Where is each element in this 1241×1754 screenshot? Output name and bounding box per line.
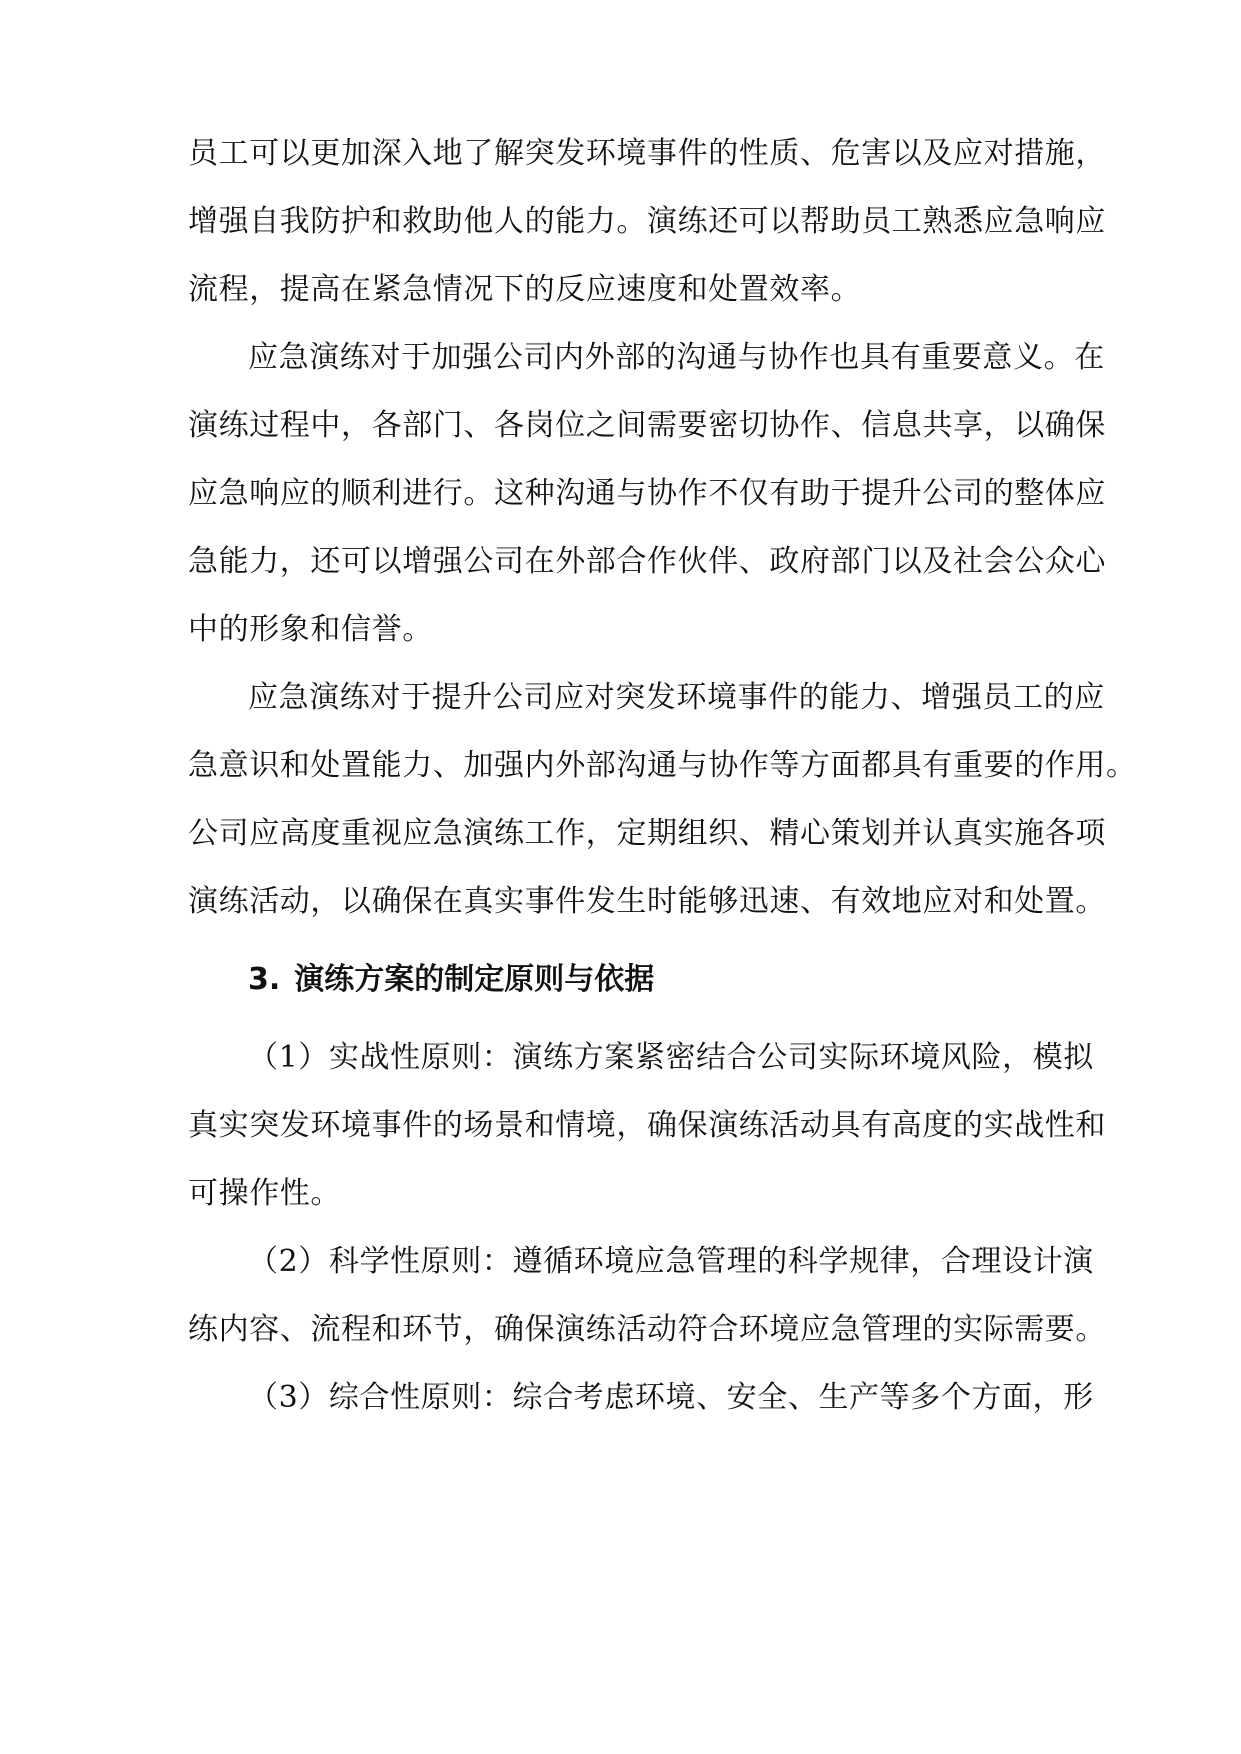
- paragraph-3-line-4: 演练活动，以确保在真实事件发生时能够迅速、有效地应对和处置。: [188, 884, 1106, 919]
- section-title: 演练方案的制定原则与依据: [294, 962, 655, 997]
- section-number: 3.: [248, 962, 281, 997]
- paragraph-2-line-4: 急能力，还可以增强公司在外部合作伙伴、政府部门以及社会公众心: [188, 544, 1106, 579]
- section-heading: [248, 960, 654, 1000]
- paragraph-1-line-3: 流程，提高在紧急情况下的反应速度和处置效率。: [188, 272, 862, 307]
- paragraph-1-line-2: 增强自我防护和救助他人的能力。演练还可以帮助员工熟悉应急响应: [188, 204, 1106, 239]
- paragraph-2-line-1: 应急演练对于加强公司内外部的沟通与协作也具有重要意义。在: [248, 340, 1105, 375]
- principle-2-line-2: 练内容、流程和环节，确保演练活动符合环境应急管理的实际需要。: [188, 1312, 1106, 1347]
- paragraph-2-line-5: 中的形象和信誉。: [188, 612, 433, 647]
- paragraph-2-line-2: 演练过程中，各部门、各岗位之间需要密切协作、信息共享，以确保: [188, 408, 1106, 443]
- principle-1-line-1: （1）实战性原则：演练方案紧密结合公司实际环境风险，模拟: [248, 1040, 1094, 1075]
- paragraph-3-line-3: 公司应高度重视应急演练工作，定期组织、精心策划并认真实施各项: [188, 816, 1106, 851]
- principle-1-line-3: 可操作性。: [188, 1176, 341, 1211]
- paragraph-2-line-3: 应急响应的顺利进行。这种沟通与协作不仅有助于提升公司的整体应: [188, 476, 1106, 511]
- principle-2-line-1: （2）科学性原则：遵循环境应急管理的科学规律，合理设计演: [248, 1244, 1094, 1279]
- principle-1-line-2: 真实突发环境事件的场景和情境，确保演练活动具有高度的实战性和: [188, 1108, 1106, 1143]
- paragraph-3-line-2: 急意识和处置能力、加强内外部沟通与协作等方面都具有重要的作用。: [188, 748, 1137, 783]
- paragraph-3-line-1: 应急演练对于提升公司应对突发环境事件的能力、增强员工的应: [248, 680, 1105, 715]
- principle-3-line-1: （3）综合性原则：综合考虑环境、安全、生产等多个方面，形: [248, 1380, 1094, 1415]
- paragraph-1-line-1: 员工可以更加深入地了解突发环境事件的性质、危害以及应对措施，: [188, 136, 1106, 171]
